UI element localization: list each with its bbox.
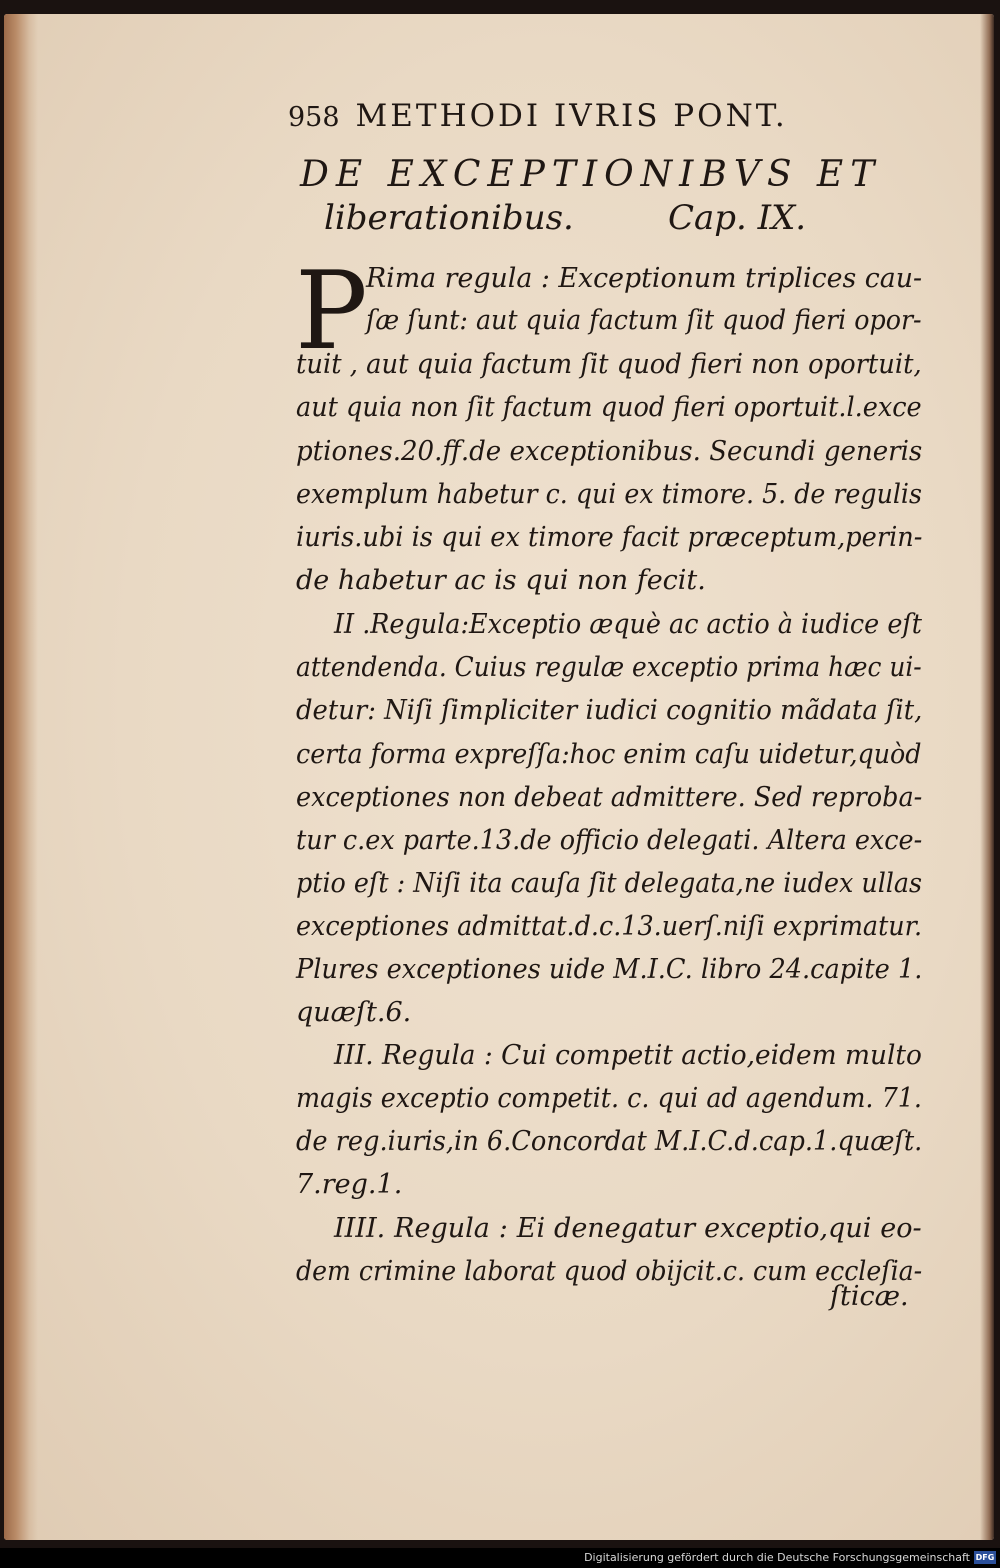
text-line: de reg.iuris,in 6.Concordat M.I.C.d.cap.1.quæſt.: [296, 1126, 923, 1157]
text-line: tuit , aut quia factum ſit quod fieri non oportuit,: [296, 349, 922, 380]
text-line: aut quia non ſit factum quod fieri oportuit.l.exce: [296, 392, 922, 423]
footer-credit: Digitalisierung gefördert durch die Deutsche Forschungsgemeinschaft: [584, 1551, 970, 1564]
text-line: II .Regula:Exceptio æquè ac actio à iudice eſt: [334, 609, 923, 640]
text-line: Rima regula : Exceptionum triplices cau-: [366, 263, 923, 294]
text-line: quæſt.6.: [296, 997, 412, 1028]
text-line: Plures exceptiones uide M.I.C. libro 24.capite 1.: [296, 954, 923, 985]
text-line: exemplum habetur c. qui ex timore. 5. de regulis: [296, 479, 922, 510]
text-line: exceptiones non debeat admittere. Sed reproba-: [296, 782, 923, 813]
text-line: iuris.ubi is qui ex timore facit præceptum,perin-: [296, 522, 923, 553]
chapter-title-line2: [324, 198, 884, 238]
chapter-title-subtitle: liberationibus.: [324, 198, 574, 238]
text-line: III. Regula : Cui competit actio,eidem multo: [334, 1040, 922, 1071]
dfg-logo-icon: DFG: [975, 1553, 995, 1562]
page-number: 958: [288, 102, 340, 133]
text-line: ſæ ſunt: aut quia factum ſit quod fieri opor-: [366, 305, 922, 336]
page-content: [4, 14, 994, 1540]
chapter-number: Cap. IX.: [668, 198, 807, 238]
text-line: detur: Niſi ſimpliciter iudici cognitio mãdata ſit,: [296, 695, 923, 726]
text-line: magis exceptio competit. c. qui ad agendum. 71.: [296, 1083, 923, 1114]
catchword: ſticæ.: [830, 1281, 909, 1312]
chapter-title-line1: DE EXCEPTIONIBVS ET: [300, 154, 882, 195]
text-line: tur c.ex parte.13.de officio delegati. Altera exce-: [296, 825, 923, 856]
running-head: [288, 98, 888, 134]
text-line: dem crimine laborat quod obijcit.c. cum eccleſia-: [296, 1256, 923, 1287]
text-line: de habetur ac is qui non fecit.: [296, 565, 706, 596]
text-line: certa forma expreſſa:hoc enim caſu uidetur,quòd: [296, 739, 922, 770]
running-head-text: METHODI IVRIS PONT.: [355, 98, 788, 134]
text-line: exceptiones admittat.d.c.13.uerſ.niſi exprimatur.: [296, 911, 923, 942]
book-page: [4, 14, 994, 1540]
text-line: ptiones.20.ff.de exceptionibus. Secundi generis: [296, 436, 923, 467]
text-line: IIII. Regula : Ei denegatur exceptio,qui eo-: [334, 1213, 922, 1244]
footer-bar: [0, 1548, 1000, 1568]
text-line: 7.reg.1.: [296, 1169, 403, 1200]
text-line: ptio eſt : Niſi ita cauſa ſit delegata,ne iudex ullas: [296, 868, 923, 899]
drop-cap: P: [295, 249, 368, 374]
text-line: attendenda. Cuius regulæ exceptio prima hæc ui-: [296, 652, 922, 683]
